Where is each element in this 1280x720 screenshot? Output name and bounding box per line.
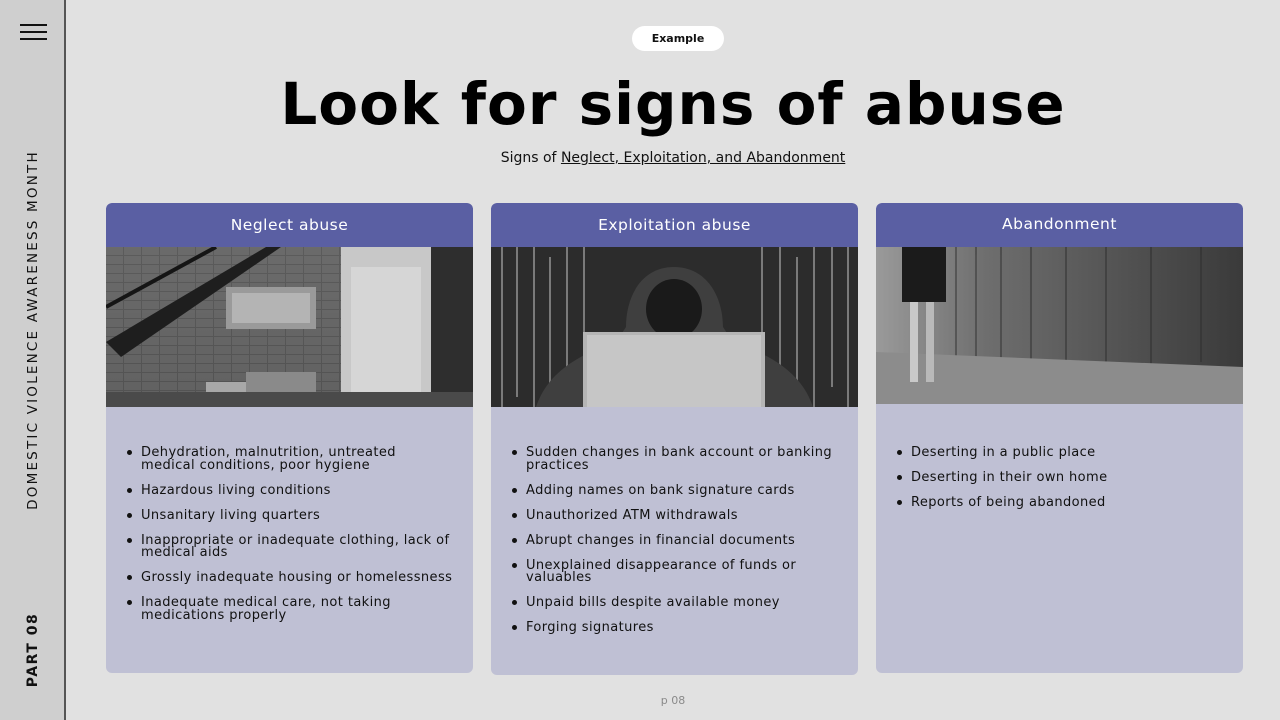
part-label: PART 08 [25,612,41,688]
list-item: Sudden changes in bank account or banking practices [511,447,838,472]
card-abandonment [876,203,1243,673]
list-item: Forging signatures [511,622,838,635]
subtitle-prefix: Signs of [500,150,561,166]
list-item: Reports of being abandoned [896,497,1223,510]
person-walking-away-photo [876,247,1243,404]
card-heading: Abandonment [876,203,1243,247]
list-item: Hazardous living conditions [126,485,453,498]
card-exploitation-abuse [491,203,858,675]
subtitle-link[interactable]: Neglect, Exploitation, and Abandonment [560,150,846,166]
list-item: Dehydration, malnutrition, untreated medical conditions, poor hygiene [126,447,453,472]
list-item: Unpaid bills despite available money [511,597,838,610]
list-item: Unsanitary living quarters [126,510,453,523]
card-heading: Exploitation abuse [491,203,858,247]
abandonment-signs-list [876,404,1243,510]
example-badge: Example [632,26,724,51]
page-subtitle [66,150,1280,166]
list-item: Deserting in their own home [896,472,1223,485]
card-heading: Neglect abuse [106,203,473,247]
list-item: Inappropriate or inadequate clothing, lack of medical aids [126,535,453,560]
list-item: Deserting in a public place [896,447,1223,460]
neglect-signs-list [106,407,473,622]
list-item: Adding names on bank signature cards [511,485,838,498]
list-item: Unexplained disappearance of funds or valuables [511,560,838,585]
exploitation-signs-list [491,407,858,635]
list-item: Unauthorized ATM withdrawals [511,510,838,523]
page-number: p 08 [660,694,686,707]
neglected-building-photo [106,247,473,407]
card-neglect-abuse [106,203,473,673]
page-title: Look for signs of abuse [280,70,1066,138]
list-item: Inadequate medical care, not taking medications properly [126,597,453,622]
hamburger-menu-icon[interactable] [20,24,47,42]
list-item: Abrupt changes in financial documents [511,535,838,548]
hooded-hacker-photo [491,247,858,407]
sidebar [0,0,66,720]
list-item: Grossly inadequate housing or homelessness [126,572,453,585]
vertical-section-title: DOMESTIC VIOLENCE AWARENESS MONTH [25,150,41,510]
